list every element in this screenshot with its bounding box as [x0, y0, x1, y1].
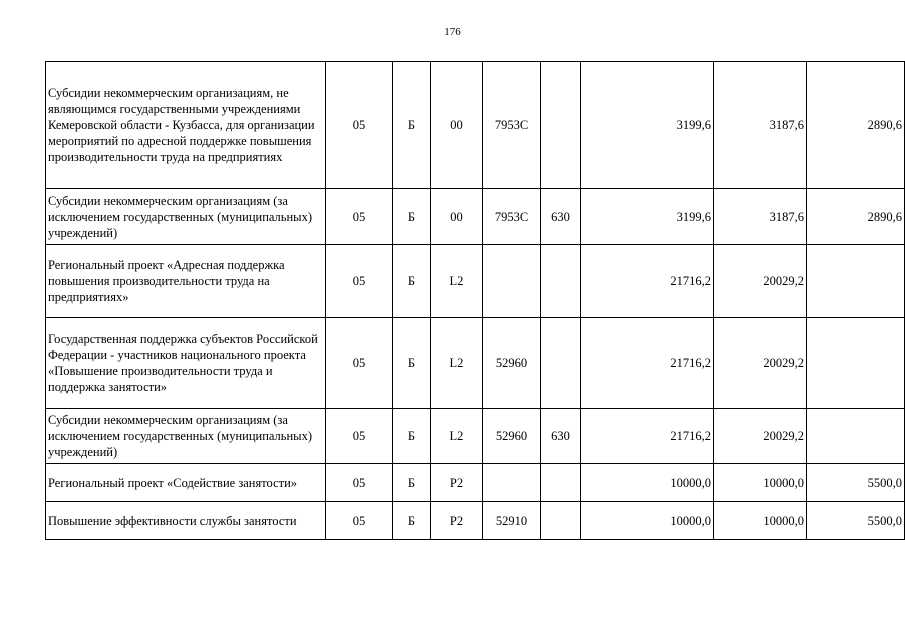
value-3-cell: [807, 409, 905, 464]
value-2-cell: 3187,6: [714, 62, 807, 189]
direction-cell: 52910: [483, 502, 541, 540]
subprogram-cell: P2: [431, 502, 483, 540]
value-2-cell: 20029,2: [714, 245, 807, 318]
expense-type-cell: 630: [541, 409, 581, 464]
direction-cell: 7953С: [483, 189, 541, 245]
value-2-cell: 10000,0: [714, 502, 807, 540]
program-cell: Б: [393, 62, 431, 189]
value-3-cell: [807, 245, 905, 318]
direction-cell: [483, 464, 541, 502]
row-name-cell: Региональный проект «Адресная поддержка повышения производительности труда на предприятиях»: [46, 245, 326, 318]
section-cell: 05: [326, 409, 393, 464]
direction-cell: 7953С: [483, 62, 541, 189]
expense-type-cell: [541, 464, 581, 502]
value-3-cell: 2890,6: [807, 62, 905, 189]
section-cell: 05: [326, 502, 393, 540]
value-3-cell: 2890,6: [807, 189, 905, 245]
expense-type-cell: [541, 245, 581, 318]
value-2-cell: 3187,6: [714, 189, 807, 245]
value-1-cell: 3199,6: [581, 189, 714, 245]
value-3-cell: 5500,0: [807, 502, 905, 540]
table-row: [46, 189, 905, 245]
table-row: [46, 464, 905, 502]
row-name-cell: Повышение эффективности службы занятости: [46, 502, 326, 540]
value-1-cell: 21716,2: [581, 318, 714, 409]
direction-cell: [483, 245, 541, 318]
program-cell: Б: [393, 464, 431, 502]
budget-table: [45, 61, 905, 540]
program-cell: Б: [393, 409, 431, 464]
section-cell: 05: [326, 245, 393, 318]
program-cell: Б: [393, 502, 431, 540]
row-name-cell: Субсидии некоммерческим организациям (за исключением государственных (муниципальных) учреждений): [46, 409, 326, 464]
value-3-cell: [807, 318, 905, 409]
table-row: [46, 62, 905, 189]
section-cell: 05: [326, 464, 393, 502]
page-number: 176: [444, 26, 461, 38]
row-name-cell: Субсидии некоммерческим организациям (за исключением государственных (муниципальных) учреждений): [46, 189, 326, 245]
table-row: [46, 245, 905, 318]
expense-type-cell: [541, 62, 581, 189]
subprogram-cell: 00: [431, 62, 483, 189]
value-1-cell: 10000,0: [581, 464, 714, 502]
program-cell: Б: [393, 318, 431, 409]
value-2-cell: 10000,0: [714, 464, 807, 502]
table-row: [46, 409, 905, 464]
value-2-cell: 20029,2: [714, 318, 807, 409]
value-1-cell: 21716,2: [581, 409, 714, 464]
table-row: [46, 502, 905, 540]
subprogram-cell: P2: [431, 464, 483, 502]
value-1-cell: 10000,0: [581, 502, 714, 540]
table-row: [46, 318, 905, 409]
row-name-cell: Региональный проект «Содействие занятости»: [46, 464, 326, 502]
subprogram-cell: L2: [431, 318, 483, 409]
section-cell: 05: [326, 318, 393, 409]
expense-type-cell: 630: [541, 189, 581, 245]
direction-cell: 52960: [483, 318, 541, 409]
subprogram-cell: L2: [431, 409, 483, 464]
subprogram-cell: L2: [431, 245, 483, 318]
row-name-cell: Субсидии некоммерческим организациям, не являющимся государственными учреждениями Кемеровской области - Кузбасса, для организации мероприятий по адресной поддержке повышения производительности труда на предприятиях: [46, 62, 326, 189]
section-cell: 05: [326, 189, 393, 245]
value-1-cell: 3199,6: [581, 62, 714, 189]
program-cell: Б: [393, 189, 431, 245]
expense-type-cell: [541, 502, 581, 540]
program-cell: Б: [393, 245, 431, 318]
value-1-cell: 21716,2: [581, 245, 714, 318]
row-name-cell: Государственная поддержка субъектов Российской Федерации - участников национального проекта «Повышение производительности труда и поддержка занятости»: [46, 318, 326, 409]
section-cell: 05: [326, 62, 393, 189]
value-2-cell: 20029,2: [714, 409, 807, 464]
expense-type-cell: [541, 318, 581, 409]
subprogram-cell: 00: [431, 189, 483, 245]
direction-cell: 52960: [483, 409, 541, 464]
value-3-cell: 5500,0: [807, 464, 905, 502]
